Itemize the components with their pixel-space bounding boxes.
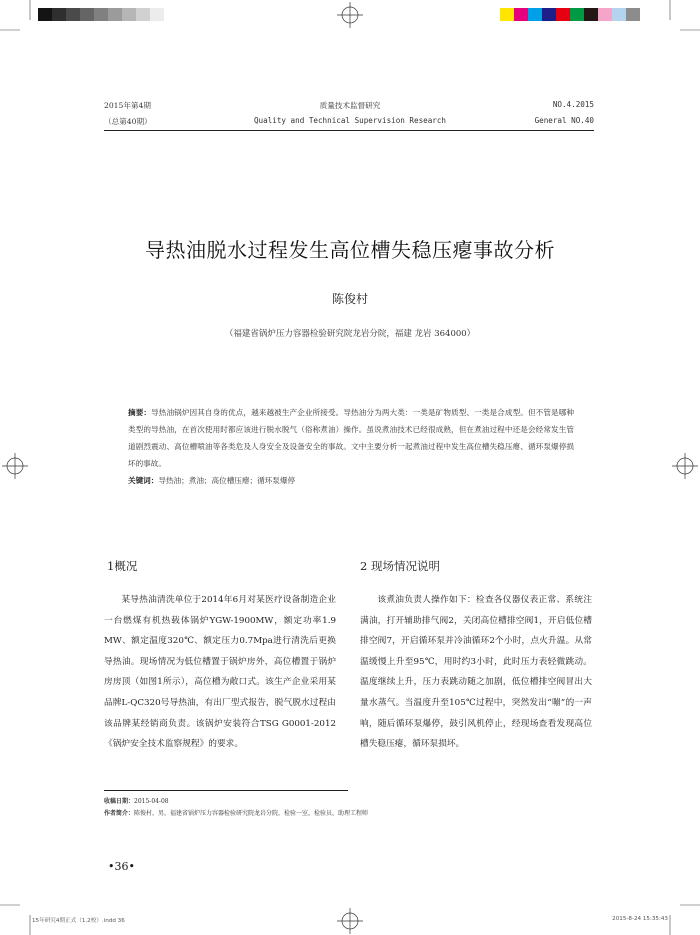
abstract-text: 导热油锅炉因其自身的优点，越来越被生产企业所接受。导热油分为两大类：一类是矿物质型、一类是合成型。但不管是哪种类型的导热油，在首次使用时都应该进行脱水脱气（俗称煮油）操作。虽说煮油技术已经很成熟，但在煮油过程中还是会经常发生管道剧烈震动、高位槽喷油等各类危及人身安全及设备安全的事故。文中主要分析一起煮油过程中发生高位槽失稳压瘪、循环泵爆停损坏的事故。 xyxy=(128,408,574,468)
article-title: 导热油脱水过程发生高位槽失稳压瘪事故分析 xyxy=(145,238,555,262)
abstract-label: 摘要： xyxy=(128,408,152,417)
abstract xyxy=(128,404,574,489)
author-affiliation: （福建省锅炉压力容器检验研究院龙岩分院，福建 龙岩 364000） xyxy=(224,329,476,339)
journal-name-en: Quality and Technical Supervision Research xyxy=(253,116,447,125)
issue-total: （总第40期） xyxy=(104,117,152,126)
journal-name-cn: 质量技术监督研究 xyxy=(319,101,381,110)
abstract-paragraph xyxy=(128,404,574,472)
keywords xyxy=(128,472,574,489)
page-number: •36• xyxy=(108,860,135,873)
keywords-text: 导热油；煮油；高位槽压瘪；循环泵爆停 xyxy=(158,476,296,485)
section-2-paragraph: 该煮油负责人操作如下：检查各仪器仪表正常、系统注满油，打开辅助排气阀2，关闭高位槽排空阀1，开启低位槽排空阀7，开启循环泵并冷油循环2个小时，点火升温。从常温缓慢上升至95℃，用时约3小时，此时压力表轻微跳动。温度继续上升，压力表跳动随之加剧，低位槽排空阀冒出大量水蒸气。当温度升至105℃过程中，突然发出“嘣”的一声响，随后循环泵爆停，鼓引风机停止，经现场查看发现高位槽失稳压瘪，循环泵损坏。 xyxy=(360,595,592,750)
received-value: 2015-04-08 xyxy=(134,798,169,805)
bio-label: 作者简介： xyxy=(104,810,135,817)
author-bio xyxy=(104,808,368,817)
keywords-label: 关键词： xyxy=(128,476,159,485)
footnote-rule xyxy=(104,790,348,791)
received-label: 收稿日期： xyxy=(104,798,135,805)
article-author: 陈俊村 xyxy=(331,292,368,306)
received-date xyxy=(104,796,169,805)
print-slug-file: 15年研究4期正式（1.2校）.indd 36 xyxy=(32,918,125,924)
section-1-paragraph: 某导热油清洗单位于2014年6月对某医疗设备制造企业一台燃煤有机热载体锅炉YGW-1900MW，额定功率1.9 MW、额定温度320℃、额定压力0.7Mpa进行清洗后更换导热油。现场情况为低位槽置于锅炉房外，高位槽置于锅炉房房顶（如图1所示），高位槽为敞口式。该生产企业采用某品牌L-QC320号导热油，有出厂型式报告，脱气脱水过程由该品牌某经销商负责。该锅炉安装符合TSG G0001-2012《锅炉安全技术监察规程》的要求。 xyxy=(104,595,336,750)
section-1-body xyxy=(104,590,336,755)
print-slug-date: 2015-8-24 15:35:43 xyxy=(612,916,668,922)
issue-number: 2015年第4期 xyxy=(104,101,151,110)
issue-total-en: General NO.40 xyxy=(534,116,594,125)
bio-value: 陈俊村，男，福建省锅炉压力容器检验研究院龙岩分院，检验一室，检验员，助理工程师 xyxy=(134,810,369,817)
header-rule xyxy=(104,130,594,131)
section-1-title: 1概况 xyxy=(107,559,138,573)
issue-number-en: NO.4.2015 xyxy=(552,100,594,109)
section-2-body xyxy=(360,590,592,755)
section-2-title: 2 现场情况说明 xyxy=(360,559,440,573)
